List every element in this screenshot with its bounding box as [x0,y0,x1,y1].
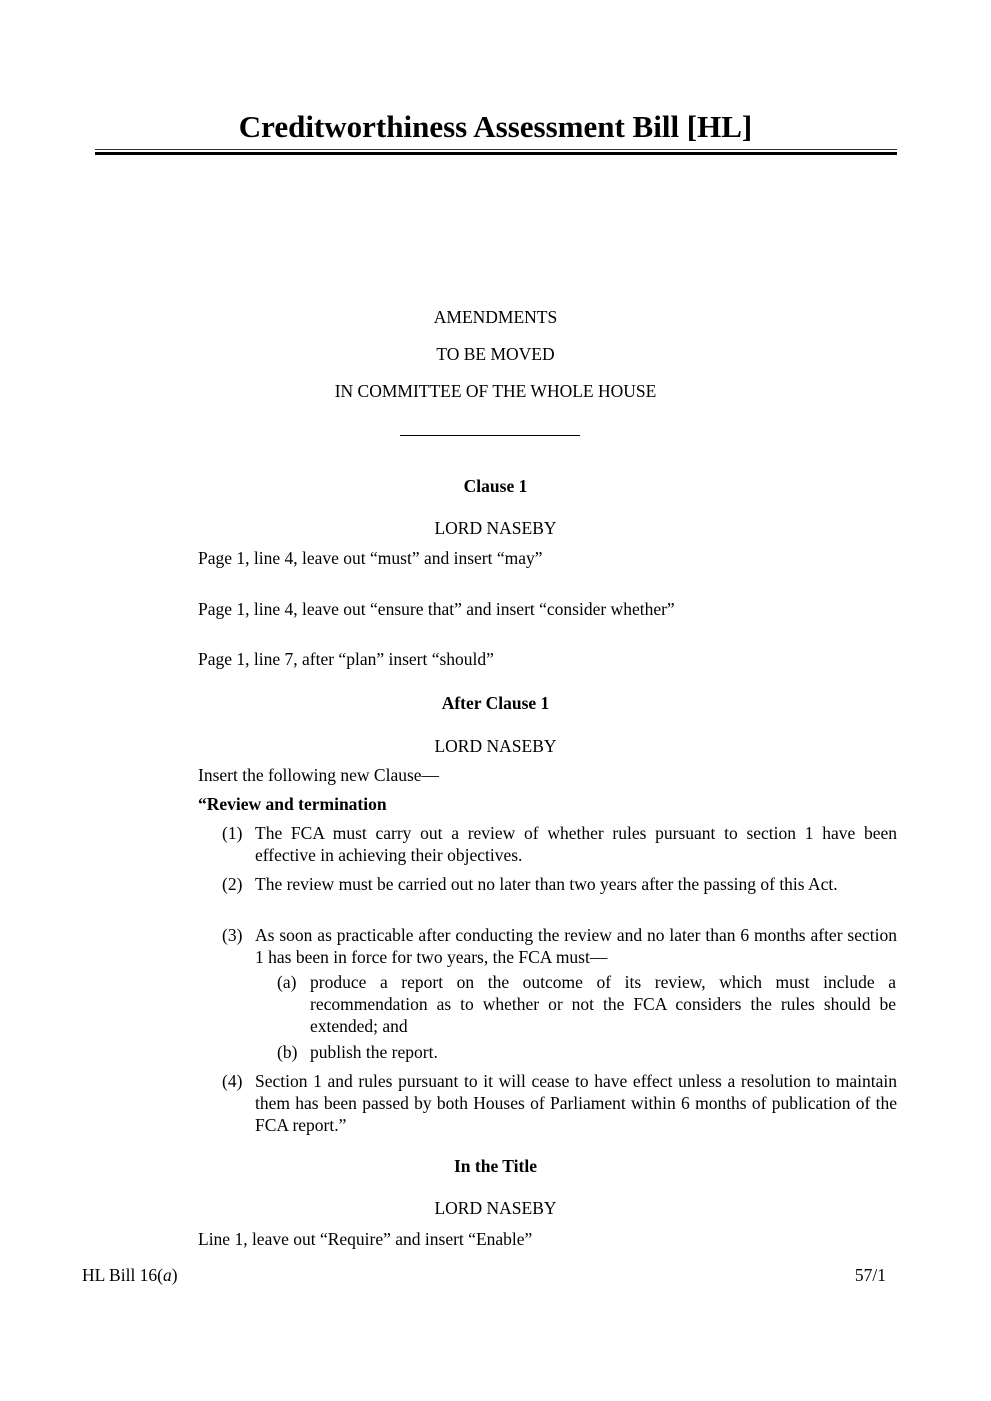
paragraph-text: produce a report on the outcome of its review, which must include a recommendation as to whether or not the FCA considers the rules should be extended; and [310,972,896,1036]
section-heading-clause-1: Clause 1 [463,476,528,496]
section-heading-after-clause-1: After Clause 1 [441,693,550,713]
amendment: Line 1, leave out “Require” and insert “Enable” [198,1229,533,1249]
paragraph-number: (a) [277,972,297,992]
subsection-number: (3) [222,925,243,945]
amendment-intro: Insert the following new Clause— [198,765,440,785]
subsection [222,822,897,866]
subsection-number: (4) [222,1071,243,1091]
heading-committee: IN COMMITTEE OF THE WHOLE HOUSE [334,381,657,401]
bill-title: Creditworthiness Assessment Bill [HL] [238,109,753,144]
heading-to-be-moved: TO BE MOVED [436,344,555,364]
paragraph [277,971,897,1037]
member-name: LORD NASEBY [434,736,557,756]
member-name: LORD NASEBY [434,518,557,538]
subsection-number: (2) [222,874,243,894]
heading-amendments: AMENDMENTS [433,307,558,327]
subsection-text: As soon as practicable after conducting the review and no later than 6 months after section 1 has been in force for two years, the FCA must— [255,925,897,967]
member-name: LORD NASEBY [434,1198,557,1218]
section-heading-in-the-title: In the Title [454,1156,537,1176]
amendment: Page 1, line 4, leave out “must” and insert “may” [198,548,543,568]
subsection [222,873,897,895]
subsection-text: The review must be carried out no later than two years after the passing of this Act. [255,874,838,894]
bill-number [82,1264,178,1286]
amendment: Page 1, line 4, leave out “ensure that” and insert “consider whether” [198,599,675,619]
paragraph-number: (b) [277,1042,298,1062]
new-clause-title: “Review and termination [198,794,387,814]
title-rule-thick [95,152,897,155]
amendment: Page 1, line 7, after “plan” insert “should” [198,649,494,669]
paragraph-text: publish the report. [310,1042,438,1062]
bill-number-italic: a [163,1265,172,1285]
paragraph [277,1041,897,1063]
subsection [222,924,897,968]
page-reference: 57/1 [854,1265,886,1285]
bill-number-prefix: HL Bill 16( [82,1265,164,1285]
subsection-text: Section 1 and rules pursuant to it will cease to have effect unless a resolution to maintain them has been passed by both Houses of Parliament within 6 months of publication of the FCA report.” [255,1071,897,1135]
separator-rule [400,435,580,436]
subsection-text: The FCA must carry out a review of whether rules pursuant to section 1 have been effective in achieving their objectives. [255,823,897,865]
bill-number-suffix: ) [171,1265,178,1285]
title-rule-thin [95,149,897,150]
subsection [222,1070,897,1136]
subsection-number: (1) [222,823,243,843]
